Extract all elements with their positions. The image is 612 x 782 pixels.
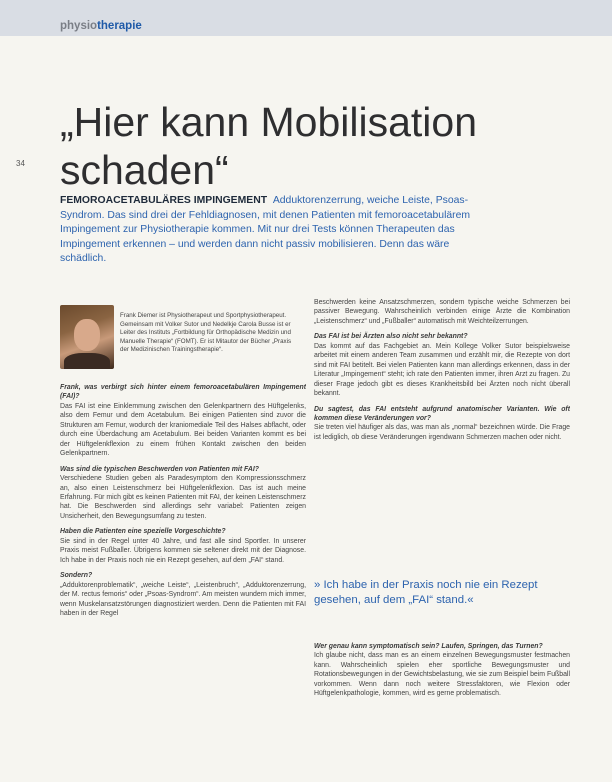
photo-shirt <box>64 353 110 369</box>
right-column <box>314 298 570 442</box>
lead-kicker: FEMOROACETABULÄRES IMPINGEMENT <box>60 195 268 206</box>
interview-question: Frank, was verbirgt sich hinter einem femoroacetabulären Impingement (FAI)? <box>60 384 306 401</box>
interview-question: Haben die Patienten eine spezielle Vorgeschichte? <box>60 528 226 536</box>
lead-paragraph <box>60 194 472 267</box>
interview-answer: „Adduktorenproblematik“, „weiche Leiste“, „Leistenbruch“, „Adduktorenzerrung, der M. rectus femoris“ oder „Psoas-Syndrom“. Am meisten wundern mich immer, wenn Muskelansatzstörungen diagnostiziert werden. Denn die Patienten mit FAI haben in der Regel <box>60 581 306 617</box>
section-label <box>60 20 142 32</box>
interview-answer: Sie sind in der Regel unter 40 Jahre, und fast alle sind Sportler. In unserer Praxis meist Fußballer. Übrigens kommen sie seltener direkt mit der Diagnose. Ich habe in der Praxis noch nie ein Rezept gesehen, auf dem „FAI“ stand. <box>60 537 306 564</box>
interview-answer: Sie treten viel häufiger als das, was man als „normal“ bezeichnen würde. Die Frage ist lediglich, ob diese Veränderungen irgendwann Schmerzen machen oder nicht. <box>314 424 570 441</box>
interview-question: Das FAI ist bei Ärzten also nicht sehr bekannt? <box>314 333 468 341</box>
lead-text: Adduktorenzerrung, weiche Leiste, Psoas-Syndrom. Das sind drei der Fehldiagnosen, mit denen Patienten mit femoroacetabulärem Impingement zur Physiotherapie kommen. Mit nur drei Tests können Therapeuten das Impingement erkennen – und werden dann nicht passiv mobilisieren. Denn das wäre schädlich. <box>60 195 471 265</box>
pull-quote: » Ich habe in der Praxis noch nie ein Rezept gesehen, auf dem „FAI“ stand.« <box>314 579 538 606</box>
author-bio: Frank Diemer ist Physiotherapeut und Sportphysiotherapeut. Gemeinsam mit Volker Sutor und Nedelkje Carola Busse ist er Leiter des Instituts „Fortbildung für Orthopädische Medizin und Manuelle Therapie“ (FOMT). Er ist Mitautor der Bücher „Praxis der Medizinischen Trainingstherapie“. <box>120 312 292 354</box>
interview-answer: Ich glaube nicht, dass man es an einem einzelnen Bewegungsmuster festmachen kann. Wahrscheinlich spielen eher sportliche Bewegungsmuster und Rotationsbewegungen in der Gewichtsbelastung, wie sie zum Beispiel beim Fußball vorkommen. Wenn dann noch weitere Stressfaktoren, wie Flexion oder Hüftgelenkpathologie, kommen, wird es gerne problematisch. <box>314 652 570 698</box>
page-number: 34 <box>16 159 25 168</box>
author-photo <box>60 305 114 369</box>
section-label-b: therapie <box>97 20 142 32</box>
interview-question: Du sagtest, das FAI entsteht aufgrund anatomischer Varianten. Wie oft kommen diese Veränderungen vor? <box>314 405 570 422</box>
section-label-a: physio <box>60 20 98 32</box>
photo-face <box>74 319 100 351</box>
right-column-lower <box>314 636 570 699</box>
interview-answer: Beschwerden keine Ansatzschmerzen, sondern typische weiche Schmerzen bei passiver Bewegung. Wahrscheinlich verbinden einige Ärzte die Kombination „Leistenschmerz“ und „Fußballer“ automatisch mit Weichteilzerrungen. <box>314 299 570 325</box>
interview-question: Wer genau kann symptomatisch sein? Laufen, Springen, das Turnen? <box>314 643 543 650</box>
headline <box>60 98 540 194</box>
interview-answer: Das kommt auf das Fachgebiet an. Mein Kollege Volker Sutor beispielsweise arbeitet mit einem anderen Team zusammen und erzählt mir, die Rezepte von dort sind mit FAI betitelt. Bei vielen Patienten kann man allerdings erkennen, dass in der Literatur „Impingement“ steht; ich rate den Patienten immer, ihren Arzt zu fragen. Zu dieser Frage jedoch gibt es dieses Krankheitsbild bei Ärzten noch nicht überall bekannt. <box>314 342 570 398</box>
headline-line1: „Hier kann Mobilisation <box>60 99 478 145</box>
interview-answer: Verschiedene Studien geben als Paradesymptom den Kompressionsschmerz an, also einen Leistenschmerz bei Hüftgelenkflexion. Das ist auch meine Erfahrung. Für mich gibt es keinen Patienten mit FAI, der keinen Leistenschmerz hat. Die Beschwerden sind allerdings sehr variabel: Patienten zeigen Unsicherheit, den Bewegungsumfang zu testen. <box>60 475 306 520</box>
interview-answer: Das FAI ist eine Einklemmung zwischen den Gelenkpartnern des Hüftgelenks, also dem Femur und dem Acetabulum. Bei einigen Patienten sind zuvor die Strukturen am Femur, wodurch der kraniomediale Teil des Halses abflacht, oder durch eine Überdachung am Acetabulum. Bei beiden Varianten kommt es bei der Hüftgelenkflexion zu einem frühen Kontakt zwischen den beiden Gelenkpartnern. <box>60 402 306 458</box>
interview-question: Sondern? <box>60 572 93 580</box>
left-column <box>60 377 306 618</box>
interview-question: Was sind die typischen Beschwerden von Patienten mit FAI? <box>60 465 259 473</box>
headline-line2: schaden“ <box>60 147 229 193</box>
